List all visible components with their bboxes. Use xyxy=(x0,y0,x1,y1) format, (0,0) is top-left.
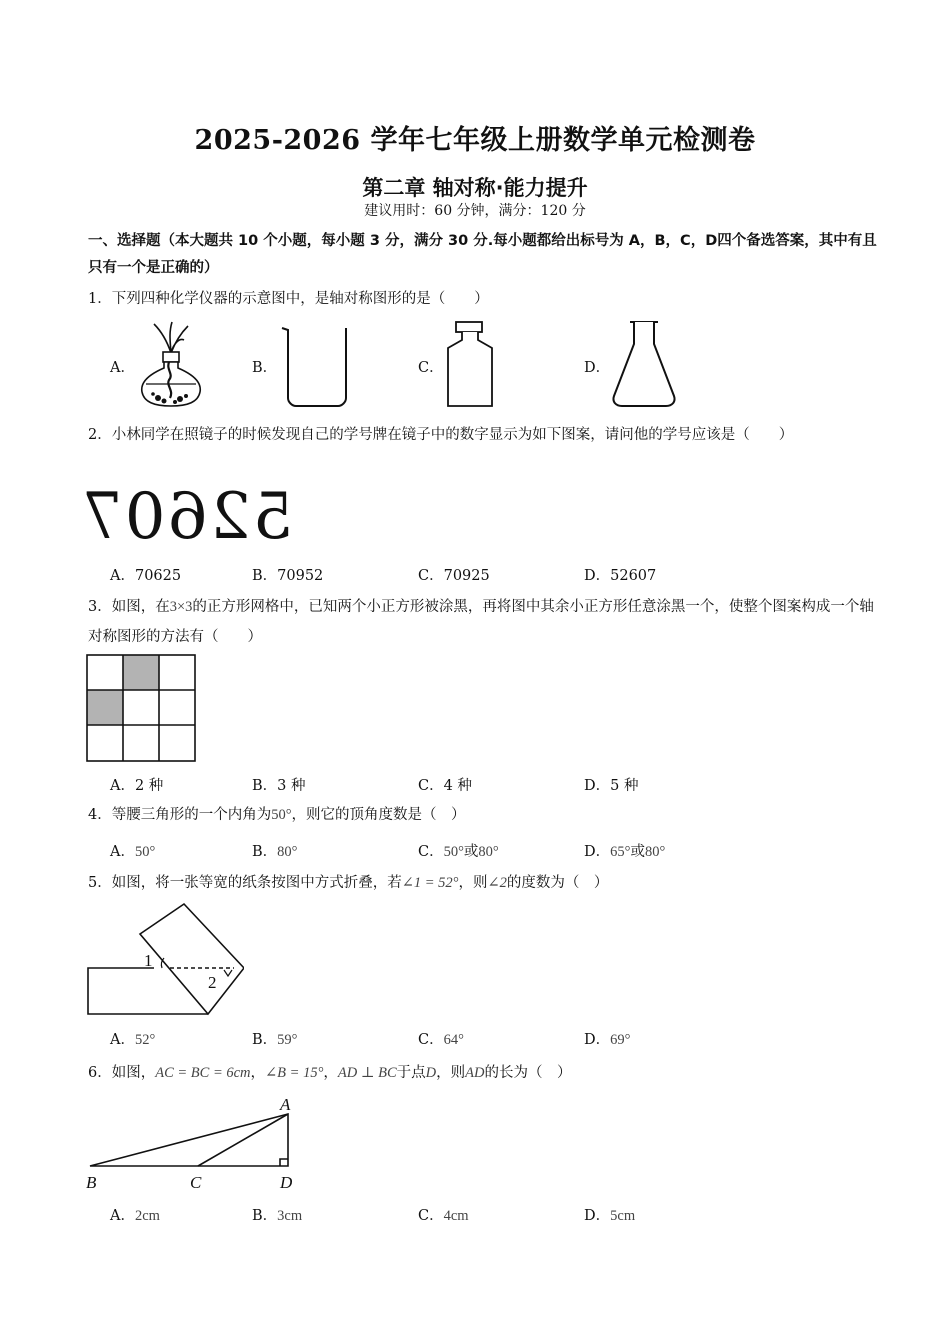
q1-option-a: A． xyxy=(110,360,135,376)
q4-option-b: B．80° xyxy=(252,844,298,860)
question-2-stem: 2．小林同学在照镜子的时候发现自己的学号牌在镜子中的数字显示为如下图案，请问他的学号应该是（ ） xyxy=(88,427,794,443)
q2-option-b: B．70952 xyxy=(252,568,324,584)
q6-triangle-figure xyxy=(80,1090,310,1196)
q4-option-a: A．50° xyxy=(110,844,156,860)
question-1-stem: 1．下列四种化学仪器的示意图中，是轴对称图形的是（ ） xyxy=(88,291,489,307)
q1-option-b: B． xyxy=(252,360,278,376)
q3-grid-figure xyxy=(86,654,198,764)
q5-option-b: B．59° xyxy=(252,1032,298,1048)
q6-label-b: B xyxy=(86,1173,97,1192)
section-heading: 一、选择题（本大题共 10 个小题，每小题 3 分，满分 30 分.每小题都给出标号为 A，B，C，D四个备选答案，其中有且只有一个是正确的） xyxy=(88,233,877,276)
q6-label-d: D xyxy=(280,1173,293,1192)
q5-option-c: C．64° xyxy=(418,1032,464,1048)
q1-option-d: D． xyxy=(584,360,611,376)
question-5-stem: 5．如图，将一张等宽的纸条按图中方式折叠，若∠1 = 52°，则∠2的度数为（ ） xyxy=(88,875,609,891)
q1-figure-alcohol-lamp xyxy=(136,318,206,410)
q3-option-b: B．3 种 xyxy=(252,778,306,794)
q1-figure-beaker xyxy=(278,322,354,408)
q6-option-c: C．4cm xyxy=(418,1208,469,1224)
q5-label-2: 2 xyxy=(208,973,217,992)
q4-option-d: D．65°或80° xyxy=(584,844,666,860)
question-4-stem: 4．等腰三角形的一个内角为50°，则它的顶角度数是（ ） xyxy=(88,807,466,823)
q2-option-a: A．70625 xyxy=(110,568,182,584)
q6-option-d: D．5cm xyxy=(584,1208,636,1224)
page-title: 2025-2026 学年七年级上册数学单元检测卷 xyxy=(194,125,756,156)
q1-figure-reagent-bottle xyxy=(442,318,498,410)
q6-label-c: C xyxy=(190,1173,202,1192)
q6-label-a: A xyxy=(280,1095,291,1114)
question-3-stem: 3．如图，在3×3的正方形网格中，已知两个小正方形被涂黑，再将图中其余小正方形任意涂黑一个，使整个图案构成一个轴对称图形的方法有（ ） xyxy=(88,599,874,645)
q3-option-c: C．4 种 xyxy=(418,778,472,794)
q5-option-d: D．69° xyxy=(584,1032,631,1048)
chapter-subtitle: 第二章 轴对称·能力提升 xyxy=(362,176,588,200)
q2-option-c: C．70925 xyxy=(418,568,490,584)
q1-option-c: C． xyxy=(418,360,444,376)
mirrored-number: 52607 xyxy=(80,480,294,554)
question-6-stem: 6．如图，AC = BC = 6cm，∠B = 15°，AD ⊥ BC于点D，则AD的长为（ ） xyxy=(88,1065,572,1081)
q5-option-a: A．52° xyxy=(110,1032,156,1048)
q1-figure-conical-flask xyxy=(608,318,680,410)
q3-option-d: D．5 种 xyxy=(584,778,639,794)
q6-option-a: A．2cm xyxy=(110,1208,160,1224)
timing-note: 建议用时：60 分钟，满分：120 分 xyxy=(364,203,586,219)
q3-option-a: A．2 种 xyxy=(110,778,164,794)
q2-option-d: D．52607 xyxy=(584,568,657,584)
q4-option-c: C．50°或80° xyxy=(418,844,499,860)
q6-option-b: B．3cm xyxy=(252,1208,303,1224)
q5-folded-strip-figure xyxy=(84,900,244,1020)
q5-label-1: 1 xyxy=(144,951,153,970)
